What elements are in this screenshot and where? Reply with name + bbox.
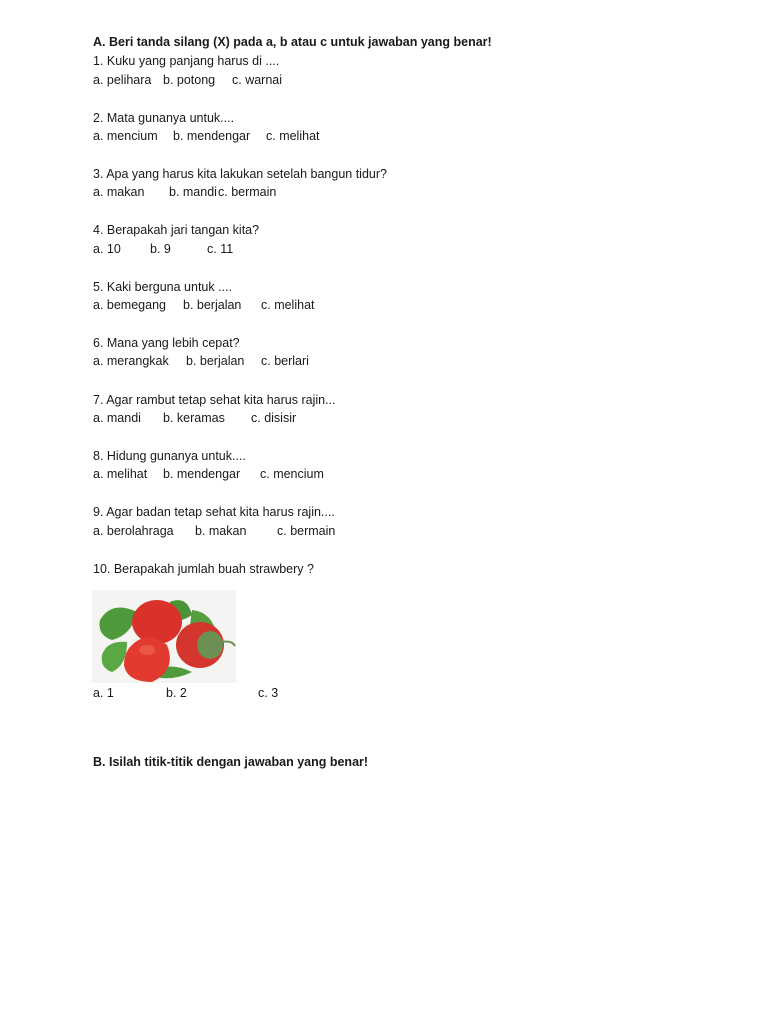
question-9-option-a: a. berolahraga: [93, 524, 174, 538]
question-8-option-c: c. mencium: [260, 467, 324, 481]
question-6-option-a: a. merangkak: [93, 354, 169, 368]
question-1-option-a: a. pelihara: [93, 73, 152, 87]
question-4-option-c: c. 11: [207, 242, 234, 256]
question-5-option-a: a. bemegang: [93, 298, 166, 312]
question-7-option-b: b. keramas: [163, 411, 225, 425]
question-10-option-c: c. 3: [258, 686, 279, 700]
question-5-option-c: c. melihat: [261, 298, 315, 312]
question-2-option-b: b. mendengar: [173, 129, 251, 143]
question-6-option-b: b. berjalan: [186, 354, 245, 368]
question-3: 3. Apa yang harus kita lakukan setelah bangun tidur?: [93, 167, 387, 181]
question-9: 9. Agar badan tetap sehat kita harus rajin....: [93, 505, 335, 519]
question-7-option-c: c. disisir: [251, 411, 297, 425]
question-7: 7. Agar rambut tetap sehat kita harus rajin...: [93, 393, 336, 407]
question-10-option-a: a. 1: [93, 686, 114, 700]
question-2-option-a: a. mencium: [93, 129, 158, 143]
question-7-option-a: a. mandi: [93, 411, 141, 425]
question-10: 10. Berapakah jumlah buah strawbery ?: [93, 562, 314, 576]
question-6-option-c: c. berlari: [261, 354, 309, 368]
question-4-option-a: a. 10: [93, 242, 121, 256]
question-1-option-c: c. warnai: [232, 73, 283, 87]
question-4-option-b: b. 9: [150, 242, 171, 256]
question-3-option-c: c. bermain: [218, 185, 277, 199]
question-4: 4. Berapakah jari tangan kita?: [93, 223, 260, 237]
strawberry-image: [92, 590, 236, 683]
question-6: 6. Mana yang lebih cepat?: [93, 336, 240, 350]
question-1-option-b: b. potong: [163, 73, 216, 87]
question-8-option-b: b. mendengar: [163, 467, 241, 481]
question-3-option-a: a. makan: [93, 185, 145, 199]
section-b-title: B. Isilah titik-titik dengan jawaban yang benar!: [93, 755, 369, 769]
question-8-option-a: a. melihat: [93, 467, 148, 481]
question-1: 1. Kuku yang panjang harus di ....: [93, 54, 280, 68]
question-2: 2. Mata gunanya untuk....: [93, 111, 235, 125]
question-10-option-b: b. 2: [166, 686, 187, 700]
question-3-option-b: b. mandi: [169, 185, 217, 199]
question-9-option-b: b. makan: [195, 524, 247, 538]
section-a-title: A. Beri tanda silang (X) pada a, b atau c untuk jawaban yang benar!: [93, 35, 492, 49]
question-9-option-c: c. bermain: [277, 524, 336, 538]
question-2-option-c: c. melihat: [266, 129, 320, 143]
question-8: 8. Hidung gunanya untuk....: [93, 449, 246, 463]
question-5-option-b: b. berjalan: [183, 298, 242, 312]
question-5: 5. Kaki berguna untuk ....: [93, 280, 232, 294]
